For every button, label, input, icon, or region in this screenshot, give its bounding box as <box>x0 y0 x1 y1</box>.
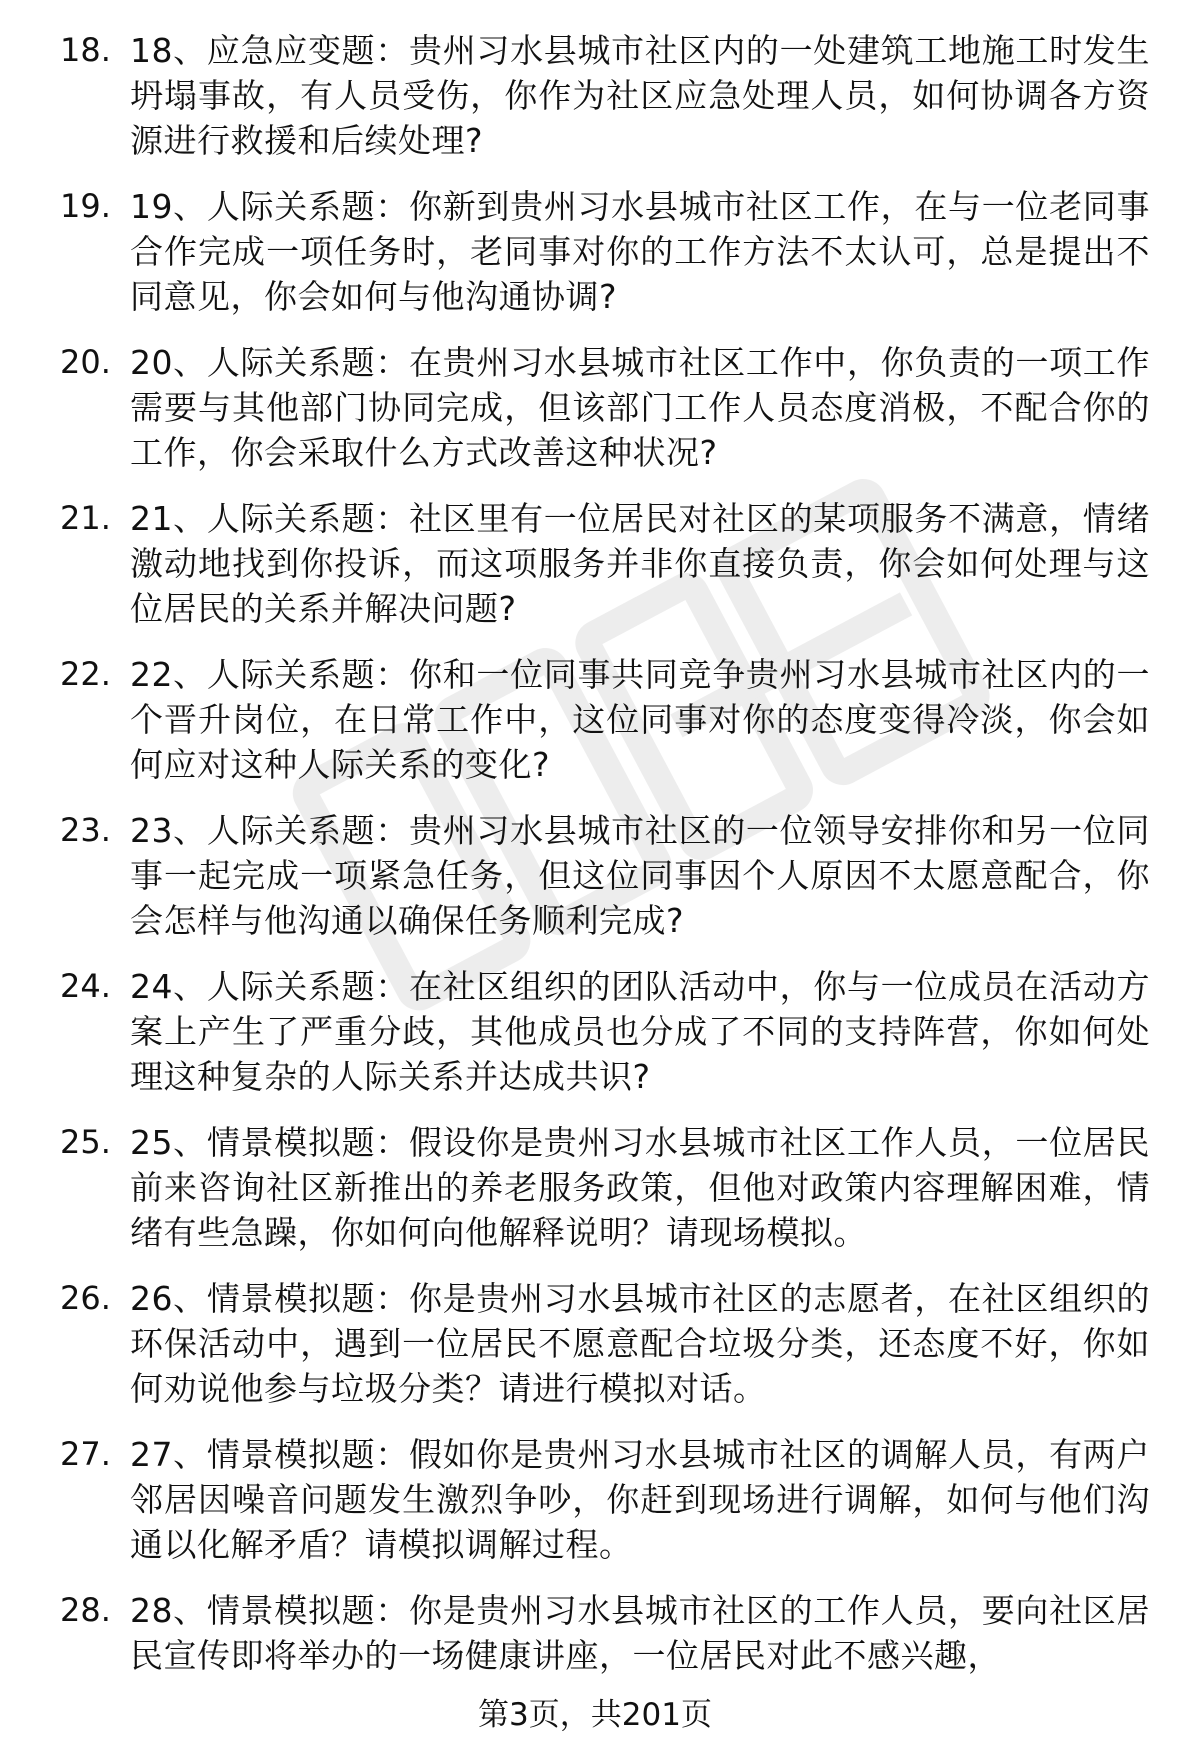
list-item <box>0 28 1190 163</box>
item-number: 19. <box>60 187 111 225</box>
item-number: 18. <box>60 31 111 69</box>
item-text: 22、人际关系题：你和一位同事共同竞争贵州习水县城市社区内的一个晋升岗位，在日常工作中，这位同事对你的态度变得冷淡，你会如何应对这种人际关系的变化? <box>130 655 1150 784</box>
item-number: 20. <box>60 343 111 381</box>
list-item <box>0 496 1190 631</box>
item-text: 18、应急应变题：贵州习水县城市社区内的一处建筑工地施工时发生坍塌事故，有人员受伤，你作为社区应急处理人员，如何协调各方资源进行救援和后续处理? <box>130 31 1150 160</box>
item-text: 27、情景模拟题：假如你是贵州习水县城市社区的调解人员，有两户邻居因噪音问题发生激烈争吵，你赶到现场进行调解，如何与他们沟通以化解矛盾？请模拟调解过程。 <box>130 1435 1150 1564</box>
item-text: 25、情景模拟题：假设你是贵州习水县城市社区工作人员，一位居民前来咨询社区新推出的养老服务政策，但他对政策内容理解困难，情绪有些急躁，你如何向他解释说明？请现场模拟。 <box>130 1123 1150 1252</box>
item-text: 23、人际关系题：贵州习水县城市社区的一位领导安排你和另一位同事一起完成一项紧急任务，但这位同事因个人原因不太愿意配合，你会怎样与他沟通以确保任务顺利完成? <box>130 811 1150 940</box>
item-number: 25. <box>60 1123 111 1161</box>
list-item <box>0 652 1190 787</box>
item-text: 19、人际关系题：你新到贵州习水县城市社区工作，在与一位老同事合作完成一项任务时，老同事对你的工作方法不太认可，总是提出不同意见，你会如何与他沟通协调? <box>130 187 1150 316</box>
list-item <box>0 1120 1190 1255</box>
item-text: 24、人际关系题：在社区组织的团队活动中，你与一位成员在活动方案上产生了严重分歧，其他成员也分成了不同的支持阵营，你如何处理这种复杂的人际关系并达成共识? <box>130 967 1150 1096</box>
item-number: 28. <box>60 1591 111 1629</box>
item-text: 26、情景模拟题：你是贵州习水县城市社区的志愿者，在社区组织的环保活动中，遇到一位居民不愿意配合垃圾分类，还态度不好，你如何劝说他参与垃圾分类？请进行模拟对话。 <box>130 1279 1150 1408</box>
item-number: 27. <box>60 1435 111 1473</box>
list-item <box>0 1588 1190 1678</box>
page-footer: 第3页，共201页 <box>478 1697 712 1733</box>
item-number: 26. <box>60 1279 111 1317</box>
item-text: 21、人际关系题：社区里有一位居民对社区的某项服务不满意，情绪激动地找到你投诉，而这项服务并非你直接负责，你会如何处理与这位居民的关系并解决问题? <box>130 499 1150 628</box>
list-item <box>0 340 1190 475</box>
list-item <box>0 1432 1190 1567</box>
list-item <box>0 184 1190 319</box>
item-number: 22. <box>60 655 111 693</box>
item-number: 23. <box>60 811 111 849</box>
item-number: 24. <box>60 967 111 1005</box>
item-text: 28、情景模拟题：你是贵州习水县城市社区的工作人员，要向社区居民宣传即将举办的一场健康讲座，一位居民对此不感兴趣， <box>130 1591 1150 1675</box>
list-item <box>0 1276 1190 1411</box>
list-item <box>0 964 1190 1099</box>
list-item <box>0 808 1190 943</box>
item-text: 20、人际关系题：在贵州习水县城市社区工作中，你负责的一项工作需要与其他部门协同完成，但该部门工作人员态度消极，不配合你的工作，你会采取什么方式改善这种状况? <box>130 343 1150 472</box>
item-number: 21. <box>60 499 111 537</box>
question-list <box>0 28 1190 1699</box>
